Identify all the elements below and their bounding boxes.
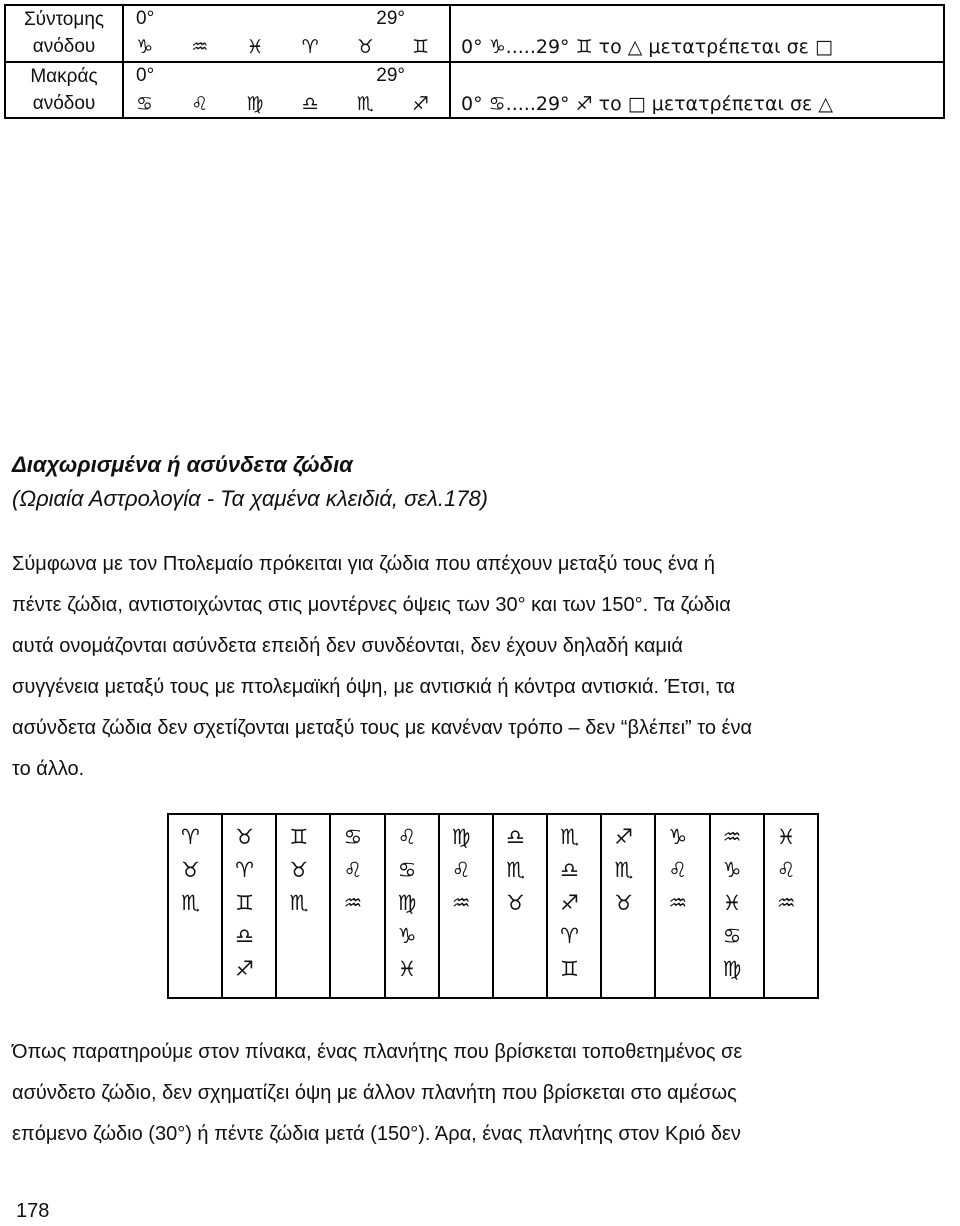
text-line: πέντε ζώδια, αντιστοιχώντας στις μοντέρνες όψεις των 30° και των 150°. Τα ζώδια [12,594,731,616]
disjunct-sign: ♒ [776,891,796,915]
aries-icon: ♈ [301,36,319,58]
disjunct-sign: ♉ [181,858,200,882]
short-ascension-signs [123,5,450,62]
text-line: ασύνδετο ζώδιο, δεν σχηματίζει όψη με άλλον πλανήτη που βρίσκεται στο αμέσως [12,1082,737,1104]
disjunct-sign: ♑ [722,858,742,882]
sign-column-header: ♑ [668,825,688,849]
disjunct-sign: ♉ [289,858,309,882]
start-degree: 0° [136,8,155,29]
sign-column [655,814,709,998]
section-source: (Ωριαία Αστρολογία - Τα χαμένα κλειδιά, σελ.178) [12,486,489,511]
sign-column-header: ♋ [343,825,363,849]
short-ascension-note: 0° ♑.....29° ♊ το △ μετατρέπεται σε □ [461,36,833,58]
long-ascension-note-cell [450,62,944,119]
short-ascension-row [5,5,944,62]
aquarius-icon: ♒ [191,36,209,58]
short-sign-row [136,36,429,58]
sign-column-header: ♏ [560,825,579,849]
disjunct-sign: ♋ [722,924,742,948]
sign-column [385,814,439,998]
sign-column [493,814,547,998]
gemini-icon: ♊ [411,36,429,58]
taurus-icon: ♉ [356,36,374,58]
text-line: επόμενο ζώδιο (30°) ή πέντε ζώδια μετά (150°). Άρα, ένας πλανήτης στον Κριό δεν [12,1123,741,1145]
disjunct-sign: ♏ [614,858,634,882]
pisces-icon: ♓ [246,36,264,58]
ascension-table [4,4,945,119]
text-line: Όπως παρατηρούμε στον πίνακα, ένας πλανήτης που βρίσκεται τοποθετημένος σε [12,1041,743,1063]
disjunct-sign: ♈ [235,858,254,882]
disjunct-sign: ♋ [397,858,417,882]
disjunct-sign: ♉ [614,891,634,915]
sign-column-header: ♎ [505,825,525,849]
sign-table-row [168,814,818,998]
disjunct-sign: ♏ [289,891,309,915]
short-ascension-note-cell [450,5,944,62]
sign-column-header: ♊ [289,825,309,849]
disjunct-sign: ♎ [560,858,579,882]
section-heading: Διαχωρισμένα ή ασύνδετα ζώδια [12,452,353,477]
disjunct-sign: ♌ [776,858,796,882]
disjunct-sign: ♒ [451,891,471,915]
disjunct-sign: ♓ [397,957,417,981]
text-line: αυτά ονομάζονται ασύνδετα επειδή δεν συνδέονται, δεν έχουν δηλαδή καμιά [12,635,683,657]
disjunct-sign: ♎ [235,924,254,948]
text-line: ασύνδετα ζώδια δεν σχετίζονται μεταξύ τους με κανέναν τρόπο – δεν “βλέπει” το ένα [12,717,753,739]
capricorn-icon: ♑ [136,36,154,58]
sign-column [276,814,330,998]
text-line: συγγένεια μεταξύ τους με πτολεμαϊκή όψη, με αντισκιά ή κόντρα αντισκιά. Έτσι, τα [12,676,736,698]
leo-icon: ♌ [191,92,209,115]
sign-column-header: ♒ [722,825,742,849]
disjunct-sign: ♐ [235,957,254,981]
text-line: το άλλο. [12,758,85,780]
disjunct-sign: ♍ [722,957,742,981]
disjunct-sign: ♒ [343,891,363,915]
disjunct-sign: ♌ [451,858,471,882]
sign-column-header: ♉ [235,825,254,849]
sign-column [601,814,655,998]
end-degree: 29° [376,64,405,86]
end-degree: 29° [376,8,405,29]
text-line: Σύμφωνα με τον Πτολεμαίο πρόκειται για ζώδια που απέχουν μεταξύ τους ένα ή [12,553,716,575]
disjunct-sign: ♐ [560,891,579,915]
long-ascension-label: Μακράς ανόδου [5,62,123,119]
page-number: 178 [16,1200,50,1222]
disjunct-sign: ♌ [343,858,363,882]
long-ascension-note: 0° ♋.....29° ♐ το □ μετατρέπεται σε △ [461,92,833,115]
disjunct-sign: ♍ [397,891,417,915]
long-ascension-signs [123,62,450,119]
start-degree: 0° [136,64,155,86]
disjunct-sign: ♉ [505,891,525,915]
disjunct-sign: ♌ [668,858,688,882]
long-ascension-row [5,62,944,119]
sign-column-header: ♍ [451,825,471,849]
short-ascension-label: Σύντομης ανόδου [5,5,123,62]
disjunct-sign: ♒ [668,891,688,915]
disjunct-sign: ♑ [397,924,417,948]
disjunct-sign: ♈ [560,924,579,948]
long-sign-row [136,93,429,115]
disjunct-sign: ♏ [505,858,525,882]
sign-column-header: ♌ [397,825,417,849]
disjunct-sign: ♊ [235,891,254,915]
disjunct-sign: ♏ [181,891,200,915]
paragraph-1 [12,544,952,790]
sign-column [222,814,276,998]
sign-column [168,814,222,998]
sign-column-header: ♈ [181,825,200,849]
scorpio-icon: ♏ [356,92,374,115]
cancer-icon: ♋ [136,92,154,115]
disjunct-sign: ♊ [560,957,579,981]
virgo-icon: ♍ [246,92,264,115]
sign-column-header: ♓ [776,825,796,849]
disjunct-signs-table [167,813,819,999]
sign-column [330,814,384,998]
disjunct-sign: ♓ [722,891,742,915]
sagittarius-icon: ♐ [411,92,429,115]
sign-column [710,814,764,998]
libra-icon: ♎ [301,92,319,115]
sign-column-header: ♐ [614,825,634,849]
paragraph-2 [12,1032,952,1155]
sign-column [547,814,601,998]
sign-column [764,814,818,998]
sign-column [439,814,493,998]
